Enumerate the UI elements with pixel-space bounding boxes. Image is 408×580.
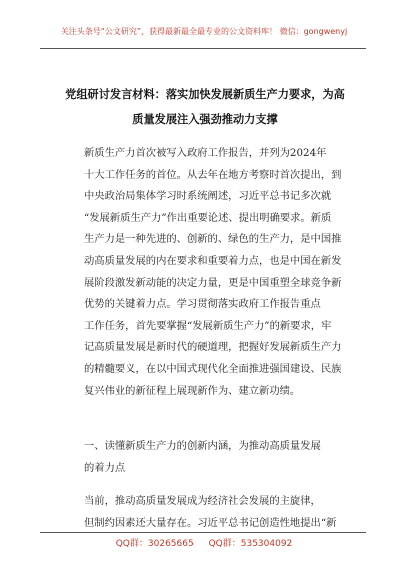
paragraph-line: 中央政治局集体学习时系统阐述，习近平总书记多次就 [84,190,332,203]
paragraph-line: 复兴伟业的新征程上展现新作为、建立新功绩。 [84,384,301,397]
paragraph-line: 的精髓要义，在以中国式现代化全面推进强国建设、民族 [84,362,342,375]
paragraph-line: 十大工作任务的首位。从去年在地方考察时首次提出，到 [84,168,342,181]
paragraph-line: “发展新质生产力”作出重要论述、提出明确要求。新质 [84,211,332,224]
header-promo-note: 关注头条号“公文研究”，获得最新最全最专业的公文资料库！ 微信：gongwenyj [60,27,348,36]
paragraph-line: 但制约因素还大量存在。习近平总书记创造性地提出“新 [84,516,337,529]
paragraph-line: 展阶段激发新动能的决定力量，更是中国重塑全球竞争新 [84,276,342,289]
paragraph-line: 新质生产力首次被写入政府工作报告，并列为2024年 [84,147,327,159]
footer-contacts [0,536,408,549]
paragraph-1 [84,143,360,402]
paragraph-line: 记高质量发展是新时代的硬道理，把握好发展新质生产力 [84,341,342,354]
paragraph-line: 优势的关键着力点。学习贯彻落实政府工作报告重点 [84,298,321,311]
paragraph-line: 生产力是一种先进的、创新的、绿色的生产力，是中国推 [84,233,342,246]
paragraph-line: 工作任务，首先要掌握“发展新质生产力”的新要求，牢 [84,319,332,332]
heading-line: 的着力点 [84,461,126,474]
footer-qq-group-1: QQ群：30265665 [115,539,194,549]
footer-qq-group-2: QQ群：535304092 [208,539,293,549]
section-heading-1 [84,436,360,479]
paragraph-2 [84,491,360,534]
paragraph-line: 动高质量发展的内在要求和重要着力点，也是中国在新发 [84,254,342,267]
title-line-2: 质量发展注入强劲推动力支撑 [132,113,278,126]
document-title [50,82,360,132]
title-line-1: 党组研讨发言材料：落实加快发展新质生产力要求，为高 [65,88,345,101]
footer-divider [40,532,366,533]
paragraph-line: 当前，推动高质量发展成为经济社会发展的主旋律， [84,495,321,507]
heading-line: 一、读懂新质生产力的创新内涵，为推动高质量发展 [84,440,321,452]
header-divider [40,48,366,49]
